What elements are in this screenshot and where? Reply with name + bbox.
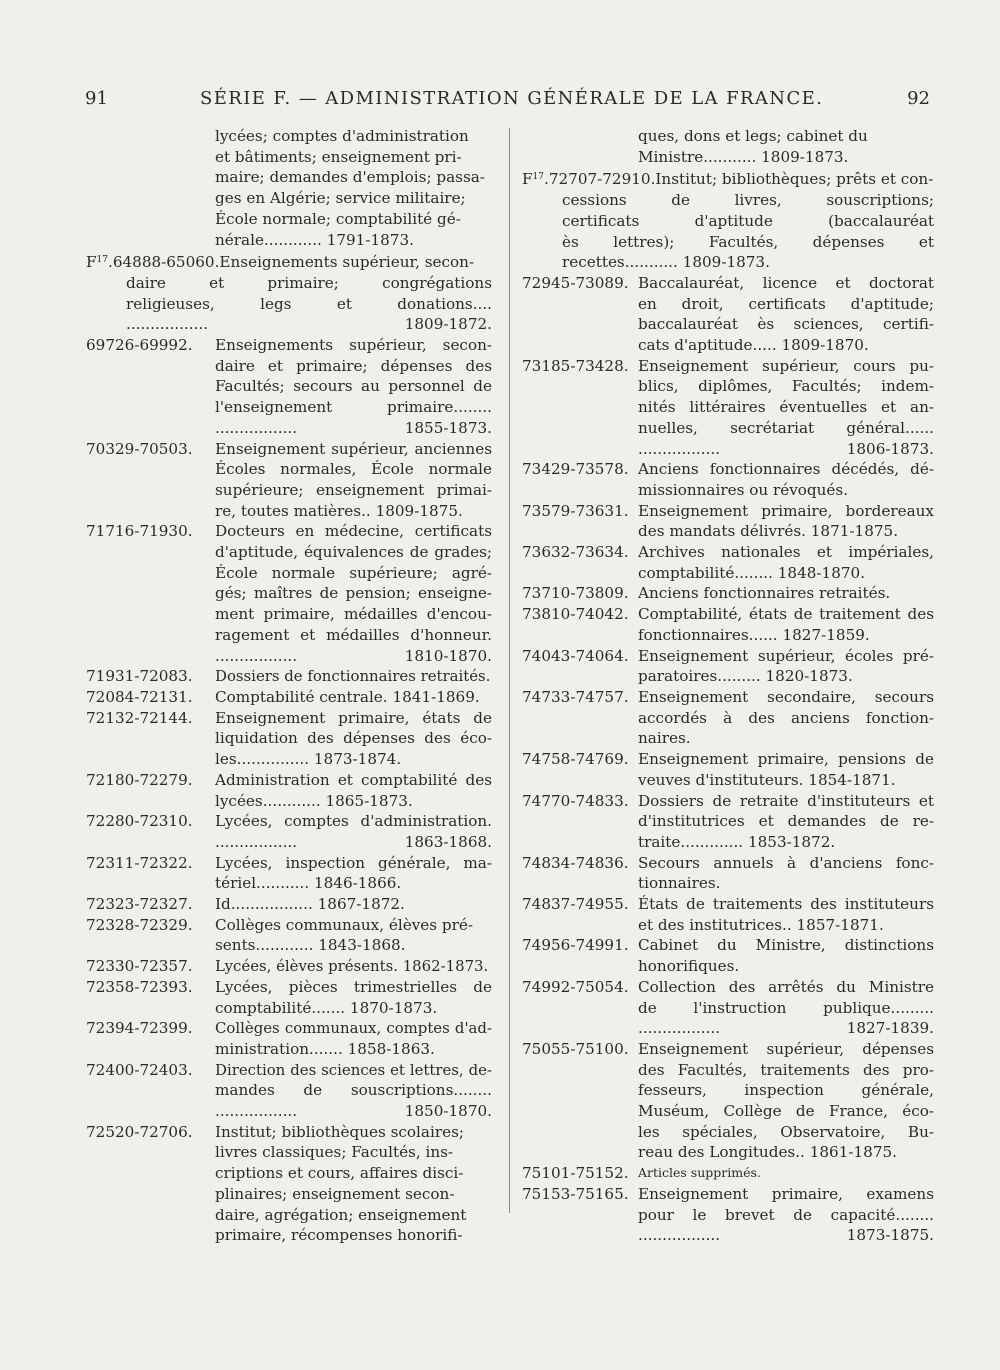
- entry-text-line: Direction des sciences et lettres, de-: [215, 1060, 492, 1079]
- entry-text-line: maire; demandes d'emplois; passa-: [215, 168, 485, 187]
- entry-reference: 73710-73809.: [522, 584, 629, 603]
- entry-text-line: liquidation des dépenses des éco-: [215, 729, 492, 748]
- entry-text-line: Articles supprimés.: [638, 1165, 761, 1181]
- entry-text-line: États de traitements des instituteurs: [638, 895, 934, 914]
- entry-reference: 74837-74955.: [522, 895, 629, 914]
- entry-text-line: cats d'aptitude..... 1809-1870.: [638, 336, 869, 355]
- entry-text-line: Administration et comptabilité des: [215, 770, 492, 789]
- entry-reference: 74834-74836.: [522, 853, 629, 872]
- entry-text-line: ................. 1850-1870.: [215, 1102, 492, 1121]
- entry-text-line: Enseignement supérieur, dépenses: [638, 1039, 934, 1058]
- catalog-entry: [522, 935, 934, 976]
- entry-text-line: Archives nationales et impériales,: [638, 543, 934, 562]
- entry-reference: 72400-72403.: [86, 1060, 193, 1079]
- entry-text-line: criptions et cours, affaires disci-: [215, 1164, 464, 1183]
- entry-text-line: des mandats délivrés. 1871-1875.: [638, 522, 899, 541]
- entry-text-line: Enseignement primaire, bordereaux: [638, 501, 934, 520]
- entry-text-line: nuelles, secrétariat général......: [638, 418, 934, 437]
- entry-reference: 71931-72083.: [86, 667, 193, 686]
- entry-text-line: comptabilité....... 1870-1873.: [215, 998, 438, 1017]
- entry-text-line: re, toutes matières.. 1809-1875.: [215, 501, 463, 520]
- entry-text-line: ragement et médailles d'honneur.: [215, 625, 492, 644]
- entry-text-line: Comptabilité centrale. 1841-1869.: [215, 687, 480, 706]
- entry-text-line: ès lettres); Facultés, dépenses et: [562, 232, 934, 251]
- catalog-entry: [86, 915, 492, 956]
- entry-text-line: daire, agrégation; enseignement: [215, 1205, 467, 1224]
- entry-text-line: reau des Longitudes.. 1861-1875.: [638, 1143, 897, 1162]
- entry-text-line: nités littéraires éventuelles et an-: [638, 398, 934, 417]
- entry-text-line: blics, diplômes, Facultés; indem-: [638, 377, 934, 396]
- entry-reference: 72180-72279.: [86, 770, 193, 789]
- entry-reference: 72520-72706.: [86, 1122, 193, 1141]
- entry-text-line: École normale supérieure; agré-: [215, 563, 492, 582]
- entry-reference: 72328-72329.: [86, 915, 193, 934]
- entry-reference: 71716-71930.: [86, 522, 193, 541]
- entry-reference: 74992-75054.: [522, 977, 629, 996]
- left-column: [86, 126, 492, 1246]
- entry-text-line: livres classiques; Facultés, ins-: [215, 1143, 454, 1162]
- entry-text-line: l'enseignement primaire........: [215, 398, 492, 417]
- entry-text-line: Institut; bibliothèques scolaires;: [215, 1122, 464, 1141]
- entry-text-line: Comptabilité, états de traitement des: [638, 605, 934, 624]
- running-title: SÉRIE F. — ADMINISTRATION GÉNÉRALE DE LA FRANCE.: [200, 88, 824, 109]
- page-number-left: 91: [85, 88, 108, 109]
- entry-text-line: ................. 1806-1873.: [638, 439, 934, 458]
- entry-reference: 73185-73428.: [522, 356, 629, 375]
- entry-text-line: fonctionnaires...... 1827-1859.: [638, 625, 870, 644]
- entry-text-line: mandes de souscriptions........: [215, 1081, 492, 1100]
- catalog-entry: [86, 687, 492, 708]
- entry-text-line: ment primaire, médailles d'encou-: [215, 605, 492, 624]
- entry-text-line: Enseignements supérieur, secon-: [219, 253, 475, 272]
- entry-text-line: supérieure; enseignement primai-: [215, 480, 492, 499]
- entry-text-line: ques, dons et legs; cabinet du: [638, 127, 868, 145]
- entry-text-line: Muséum, Collège de France, éco-: [638, 1102, 934, 1121]
- page-number-right: 92: [907, 88, 930, 109]
- catalog-entry: [86, 977, 492, 1018]
- entry-text-line: Écoles normales, École normale: [215, 460, 492, 479]
- catalog-entry: [522, 687, 934, 749]
- entry-text-line: d'aptitude, équivalences de grades;: [215, 543, 492, 562]
- entry-text-line: École normale; comptabilité gé-: [215, 209, 461, 228]
- entry-text-line: Collection des arrêtés du Ministre: [638, 977, 934, 996]
- entry-text-line: Lycées, élèves présents. 1862-1873.: [215, 957, 489, 976]
- entry-text-line: Lycées, inspection générale, ma-: [215, 853, 492, 872]
- entry-reference: $F^{17}.64888-65060$.: [86, 253, 220, 272]
- entry-text-line: ................. 1827-1839.: [638, 1019, 934, 1038]
- running-header: [85, 88, 930, 112]
- catalog-entry: [522, 501, 934, 542]
- entry-text-line: tionnaires.: [638, 874, 721, 893]
- entry-text-line: comptabilité........ 1848-1870.: [638, 563, 866, 582]
- entry-text-line: missionnaires ou révoqués.: [638, 480, 849, 499]
- catalog-entry: [522, 459, 934, 500]
- entry-text-line: lycées............ 1865-1873.: [215, 791, 413, 810]
- entry-reference: 73579-73631.: [522, 501, 629, 520]
- entry-text-line: naires.: [638, 729, 691, 748]
- entry-text-line: et bâtiments; enseignement pri-: [215, 147, 462, 166]
- entry-text-line: cessions de livres, souscriptions;: [562, 191, 934, 210]
- entry-text-line: Anciens fonctionnaires retraités.: [638, 584, 891, 603]
- entry-text-line: nérale............ 1791-1873.: [215, 230, 414, 249]
- entry-text-line: Lycées, comptes d'administration.: [215, 812, 492, 831]
- entry-text-line: Id................. 1867-1872.: [215, 895, 405, 914]
- entry-reference: 72330-72357.: [86, 957, 193, 976]
- entry-text-line: lycées; comptes d'administration: [215, 127, 469, 145]
- catalog-entry: [86, 708, 492, 770]
- entry-reference: 73429-73578.: [522, 460, 629, 479]
- entry-text-line: certificats d'aptitude (baccalauréat: [562, 211, 934, 230]
- catalog-entry: [522, 1163, 934, 1184]
- entry-text-line: Baccalauréat, licence et doctorat: [638, 273, 934, 292]
- catalog-entry: [86, 126, 492, 250]
- catalog-entry: [86, 439, 492, 522]
- entry-reference: 74770-74833.: [522, 791, 629, 810]
- entry-text-line: Docteurs en médecine, certificats: [215, 522, 492, 541]
- entry-text-line: Collèges communaux, élèves pré-: [215, 915, 473, 934]
- entry-text-line: d'institutrices et demandes de re-: [638, 812, 934, 831]
- entry-text-line: sents............ 1843-1868.: [215, 936, 406, 955]
- entry-text-line: accordés à des anciens fonction-: [638, 708, 934, 727]
- entry-text-line: daire et primaire; congrégations: [126, 273, 492, 292]
- entry-text-line: paratoires......... 1820-1873.: [638, 667, 853, 686]
- entry-text-line: honorifiques.: [638, 957, 740, 976]
- entry-text-line: baccalauréat ès sciences, certifi-: [638, 315, 934, 334]
- entry-text-line: Enseignements supérieur, secon-: [215, 336, 492, 355]
- catalog-entry: [522, 273, 934, 356]
- entry-text-line: ................. 1863-1868.: [215, 832, 492, 851]
- catalog-entry: [522, 604, 934, 645]
- entry-text-line: Anciens fonctionnaires décédés, dé-: [638, 460, 934, 479]
- entry-reference: $F^{17}.72707-72910$.: [522, 170, 656, 189]
- entry-text-line: Enseignement supérieur, écoles pré-: [638, 646, 934, 665]
- catalog-entry: [86, 956, 492, 977]
- entry-text-line: tériel........... 1846-1866.: [215, 874, 402, 893]
- entry-reference: 69726-69992.: [86, 336, 193, 355]
- entry-text-line: ges en Algérie; service militaire;: [215, 189, 466, 208]
- entry-text-line: Cabinet du Ministre, distinctions: [638, 936, 934, 955]
- entry-text-line: traite............. 1853-1872.: [638, 832, 836, 851]
- catalog-entry: [522, 894, 934, 935]
- entry-text-line: Secours annuels à d'anciens fonc-: [638, 853, 934, 872]
- entry-text-line: les spéciales, Observatoire, Bu-: [638, 1122, 934, 1141]
- right-column: [522, 126, 934, 1246]
- entry-text-line: plinaires; enseignement secon-: [215, 1184, 455, 1203]
- entry-reference: 72323-72327.: [86, 895, 193, 914]
- entry-reference: 72945-73089.: [522, 273, 629, 292]
- entry-reference: 72132-72144.: [86, 708, 193, 727]
- catalog-entry: [86, 811, 492, 852]
- entry-text-line: pour le brevet de capacité........: [638, 1205, 934, 1224]
- catalog-entry: [86, 521, 492, 666]
- entry-reference: 72358-72393.: [86, 977, 193, 996]
- column-divider: [509, 128, 510, 1213]
- catalog-entry: [86, 1018, 492, 1059]
- entry-text-line: en droit, certificats d'aptitude;: [638, 294, 934, 313]
- catalog-entry: [522, 791, 934, 853]
- entry-text-line: gés; maîtres de pension; enseigne-: [215, 584, 492, 603]
- entry-reference: 72084-72131.: [86, 687, 193, 706]
- entry-text-line: Enseignement secondaire, secours: [638, 687, 934, 706]
- entry-text-line: de l'instruction publique.........: [638, 998, 934, 1017]
- entry-text-line: Enseignement supérieur, anciennes: [215, 439, 492, 458]
- catalog-entry: [522, 356, 934, 460]
- catalog-entry: [86, 770, 492, 811]
- catalog-entry: [522, 542, 934, 583]
- entry-reference: 73632-73634.: [522, 543, 629, 562]
- catalog-entry: [86, 894, 492, 915]
- catalog-entry: [522, 1184, 934, 1246]
- entry-text-line: et des institutrices.. 1857-1871.: [638, 915, 884, 934]
- entry-text-line: ................. 1855-1873.: [215, 418, 492, 437]
- catalog-entry: [522, 126, 934, 167]
- catalog-entry: [522, 583, 934, 604]
- entry-reference: 73810-74042.: [522, 605, 629, 624]
- entry-text-line: Dossiers de retraite d'instituteurs et: [638, 791, 934, 810]
- catalog-entry: [522, 977, 934, 1039]
- entry-reference: 72311-72322.: [86, 853, 193, 872]
- entry-text-line: Enseignement primaire, examens: [638, 1184, 934, 1203]
- entry-text-line: recettes........... 1809-1873.: [562, 253, 770, 272]
- entry-text-line: ministration....... 1858-1863.: [215, 1039, 435, 1058]
- catalog-entry: [86, 335, 492, 439]
- entry-reference: 74758-74769.: [522, 750, 629, 769]
- entry-text-line: Enseignement primaire, états de: [215, 708, 492, 727]
- entry-text-line: daire et primaire; dépenses des: [215, 356, 492, 375]
- catalog-entry: [522, 853, 934, 894]
- entry-text-line: Collèges communaux, comptes d'ad-: [215, 1019, 492, 1038]
- entry-text-line: fesseurs, inspection générale,: [638, 1081, 934, 1100]
- entry-text-line: Dossiers de fonctionnaires retraités.: [215, 667, 491, 686]
- catalog-entry: [522, 646, 934, 687]
- entry-text-line: Institut; bibliothèques; prêts et con-: [655, 170, 934, 189]
- entry-text-line: Ministre........... 1809-1873.: [638, 147, 849, 166]
- entry-reference: 72394-72399.: [86, 1019, 193, 1038]
- entry-reference: 75055-75100.: [522, 1039, 629, 1058]
- catalog-entry: [86, 666, 492, 687]
- entry-reference: 75153-75165.: [522, 1184, 629, 1203]
- catalog-entry: [522, 1039, 934, 1163]
- entry-reference: 74956-74991.: [522, 936, 629, 955]
- catalog-entry: [86, 250, 492, 335]
- entry-text-line: Enseignement supérieur, cours pu-: [638, 356, 934, 375]
- entry-text-line: les............... 1873-1874.: [215, 750, 402, 769]
- catalog-entry: [86, 1060, 492, 1122]
- entry-text-line: veuves d'instituteurs. 1854-1871.: [638, 770, 896, 789]
- catalog-entry: [86, 1122, 492, 1246]
- entry-text-line: des Facultés, traitements des pro-: [638, 1060, 934, 1079]
- catalog-entry: [522, 749, 934, 790]
- entry-text-line: Lycées, pièces trimestrielles de: [215, 977, 492, 996]
- entry-reference: 74043-74064.: [522, 646, 629, 665]
- catalog-entry: [86, 853, 492, 894]
- entry-text-line: Enseignement primaire, pensions de: [638, 750, 934, 769]
- catalog-entry: [522, 167, 934, 273]
- entry-reference: 72280-72310.: [86, 812, 193, 831]
- entry-text-line: religieuses, legs et donations....: [126, 294, 492, 313]
- entry-text-line: ................. 1810-1870.: [215, 646, 492, 665]
- entry-reference: 70329-70503.: [86, 439, 193, 458]
- entry-text-line: ................. 1809-1872.: [126, 315, 492, 334]
- entry-text-line: Facultés; secours au personnel de: [215, 377, 492, 396]
- entry-reference: 75101-75152.: [522, 1164, 629, 1183]
- entry-text-line: ................. 1873-1875.: [638, 1226, 934, 1245]
- entry-reference: 74733-74757.: [522, 687, 629, 706]
- entry-text-line: primaire, récompenses honorifi-: [215, 1226, 463, 1245]
